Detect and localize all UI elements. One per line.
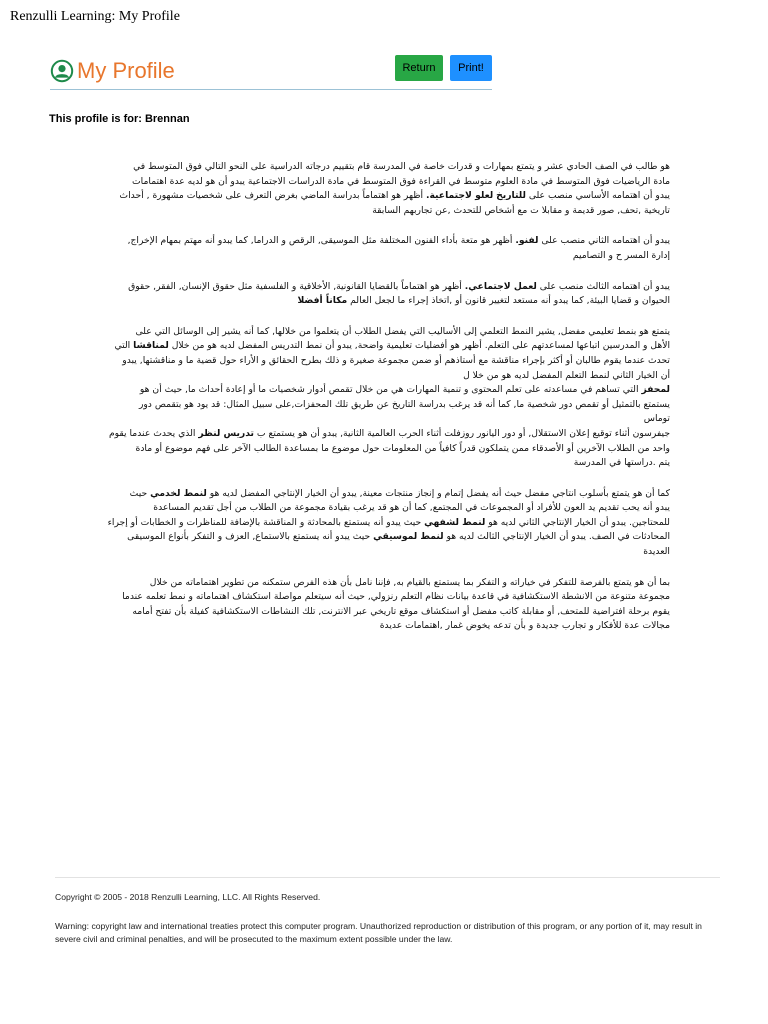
paragraph-line: يبدو أنه يحب تقديم يد العون للأفراد أو المجموعات في المجتمع, كما أن هو قد يرغب بقيادة مجموعة من الطلاب من أجل تقديم المساعدة xyxy=(153,502,670,514)
text-segment: للمحتاجين. يبدو أن الخيار الإنتاجي الثاني لديه هو xyxy=(488,516,670,528)
emphasis-text: تدريس لنظر xyxy=(198,427,254,439)
print-button[interactable]: Print! xyxy=(450,55,492,81)
copyright-notice: Copyright © 2005 - 2018 Renzulli Learning, LLC. All Rights Reserved. xyxy=(55,892,321,902)
paragraph-line xyxy=(44,487,670,502)
text-segment: جيفرسون أثناء توقيع إعلان الاستقلال, أو دور اليانور روزفلت أثناء الحرب العالمية الثانية, يبدو أن هو يستمتع ب xyxy=(256,427,670,439)
paragraph-line: تاريخية ,تحف, صور قديمة و مقابلا ت مع أشخاص للتحدث ,عن تجاربهم السابقة xyxy=(372,204,670,216)
paragraph-line xyxy=(44,383,670,398)
paragraph-line xyxy=(44,234,670,249)
text-segment: الحيوان و قضايا البيئة, كما يبدو أنه مستعد لتغيير قانون أو ,اتخاذ إجراء ما لجعل العالم xyxy=(350,295,670,307)
copyright-warning: Warning: copyright law and international treaties protect this computer program. Unauthorized reproduction or distribution of this program, or any portion of it, may result in severe civil and criminal penalties, and will be prosecuted to the maximum extent possible under the law. xyxy=(55,921,702,944)
profile-header xyxy=(50,55,492,90)
text-segment: التي xyxy=(114,340,131,352)
text-segment: يبدو أن اهتمامه الأساسي منصب على xyxy=(528,190,670,202)
paragraph-line xyxy=(44,339,670,354)
paragraph-line: بما أن هو يتمتع بالفرصة للتفكر في خياراته و التفكر بما يستمتع بالقيام به, فإننا نامل بأن هذه الفرص ستمكنه من تطوير اهتماماته من خلال xyxy=(149,576,670,588)
paragraph-line: يقوم برحلة افتراضية للمتحف, أو مقابلة كاتب مفضل أو استكشاف موقع تاريخي عبر الانترنت, تلك النشاطات الاستكشافية كفيلة بأن تفتح أمامه xyxy=(132,605,670,617)
text-segment: يبدو أن اهتمامه الثالث منصب على xyxy=(539,280,670,292)
paragraph-line: العديدة xyxy=(643,546,670,558)
paragraph-line: يتمتع هو بنمط تعليمي مفضل, يشير النمط التعلمي إلى الأساليب التي يفضل الطلاب أن يتعلموا من خلالها, كما أنه يشير إلى الوسائل التي على xyxy=(135,325,670,337)
paragraph-line: توماس xyxy=(643,413,670,425)
paragraph-line xyxy=(44,427,670,442)
paragraph-line: مادة الرياضيات فوق المتوسط في مادة العلوم متوسط في القراءة فوق المتوسط في مادة الدراسات الاجتماعية يبدو أن هو لديه عدة اهتمامات xyxy=(132,175,670,187)
paragraph-line: واحد من الطلاب الآخرين أو الأصدقاء ممن يتملكون قدراً كافياً من المعلومات حول موضوع ما بمساعدة الطالب الآخر على فهم موضوع أو مادة xyxy=(135,442,670,454)
text-segment: الذي يحدث عندما يقوم xyxy=(108,427,196,439)
paragraph-line xyxy=(44,530,670,545)
text-segment: حيث يبدو أنه يستمتع بالمحادثة و المناقشة بالإضافة للمناظرات و الخطابات أو إجراء xyxy=(107,516,422,528)
paragraph-line: يتم .دراستها في المدرسة xyxy=(573,457,670,469)
emphasis-text: لنمط لموسيقي xyxy=(373,531,444,543)
paragraph-line: أن الخيار الثاني لنمط التعلم المفضل لديه هو من خلا ل xyxy=(463,369,670,381)
emphasis-text: مكاناً أفضلا xyxy=(297,295,348,307)
paragraph-line: مجالات عدة للأفكار و تجارب جديدة و بأن تدعه يخوض غمار ,اهتمامات عديدة xyxy=(379,620,670,632)
text-segment: الأهل و المدرسين اتباعها لمساعدتهم على التعلم. أظهر هو أفضليات تعليمية واضحة, يبدو أن نمط التدريس المفضل لديه هو من خلال xyxy=(171,340,670,352)
paragraph-line xyxy=(44,294,670,309)
text-segment: التي تساهم في مساعدته على تعلم المحتوى و تنمية المهارات هي من خلال تقمص أدوار شخصيات ما أو إعادة أحداث ما, حيث أن هو xyxy=(139,384,639,396)
page-footer xyxy=(55,877,720,946)
document-title: Renzulli Learning: My Profile xyxy=(10,9,180,24)
profile-content xyxy=(44,160,670,634)
brand xyxy=(50,59,175,83)
emphasis-text: لعمل لاجتماعي. xyxy=(464,280,537,292)
paragraph-line: مجموعة متنوعة من الانشطة الاستكشافية في قاعدة بيانات نظام التعلم رنزولي, حيث أنه سيتعلم مواصلة استكشاف اهتماماته و نمط تعلمه عندما xyxy=(122,591,670,603)
paragraph-line: يستمتع بالتمثيل أو تقمص دور شخصية ما, كما أنه قد يرغب بدراسة التاريخ عن طريق تلك المحفزات,على سبيل المثال: قد يود هو بتقمص دور xyxy=(138,398,670,410)
paragraph-line: تحدث عندما يقوم طالبان أو أكثر بإجراء مناقشة مع أستاذهم أو ضمن مجموعة صغيرة و ذلك بطرح الحقائق و الأراء حول قضية ما و مناقشتها, يبدو xyxy=(122,354,670,366)
text-segment: أظهر هو اهتماماً بالقضايا القانونية, الأخلاقية و الفلسفية مثل حقوق الإنسان, الفقر, حقوق xyxy=(128,280,462,292)
page-title: My Profile xyxy=(77,58,175,83)
text-segment: يبدو أن اهتمامه الثاني منصب على xyxy=(541,235,670,247)
emphasis-text: لنمط لخدمي xyxy=(150,487,207,499)
paragraph-line xyxy=(44,516,670,531)
emphasis-text: لمحفز xyxy=(641,384,670,396)
emphasis-text: لعلو لاجتماعية. xyxy=(425,190,494,202)
text-segment: حيث xyxy=(129,487,148,499)
profile-for-label: This profile is for: Brennan xyxy=(49,113,190,125)
emphasis-text: للتاريخ xyxy=(496,190,526,202)
paragraph-line xyxy=(44,189,670,204)
user-circle-icon xyxy=(50,59,74,83)
return-button[interactable]: Return xyxy=(395,55,443,81)
text-segment: أظهر هو اهتماماً بدراسة الماضي بغرض التعرف على شخصيات مشهورة , أحداث xyxy=(119,190,424,202)
paragraph-line xyxy=(44,280,670,295)
paragraph-line: إدارة المسر ح و التصاميم xyxy=(572,249,670,261)
emphasis-text: لمناقشا xyxy=(133,340,169,352)
emphasis-text: لنمط لشفهي xyxy=(424,516,486,528)
text-segment: حيث يبدو أنه يستمتع بالاستماع, العزف و التفكر بأنواع الموسيقى xyxy=(127,531,371,543)
emphasis-text: لفنو. xyxy=(515,235,539,247)
paragraph-line: هو طالب في الصف الحادي عشر و يتمتع بمهارات و قدرات خاصة في المدرسة قام بتقييم درجاته الدراسية على النحو التالي فوق المتوسط في xyxy=(133,161,670,172)
text-segment: المحادثات في الصف. يبدو أن الخيار الإنتاجي الثالث لديه هو xyxy=(446,531,670,543)
text-segment: كما أن هو يتمتع بأسلوب انتاجي مفضل حيث أنه يفضل إتمام و إنجاز منتجات معينة, يبدو أن الخيار الإنتاجي المفضل لديه هو xyxy=(209,487,670,499)
text-segment: أظهر هو متعة بأداء الفنون المختلفة مثل الموسيقى, الرقص و الدراما, كما يبدو أنه مهتم بمهام الإخراج, xyxy=(127,235,513,247)
